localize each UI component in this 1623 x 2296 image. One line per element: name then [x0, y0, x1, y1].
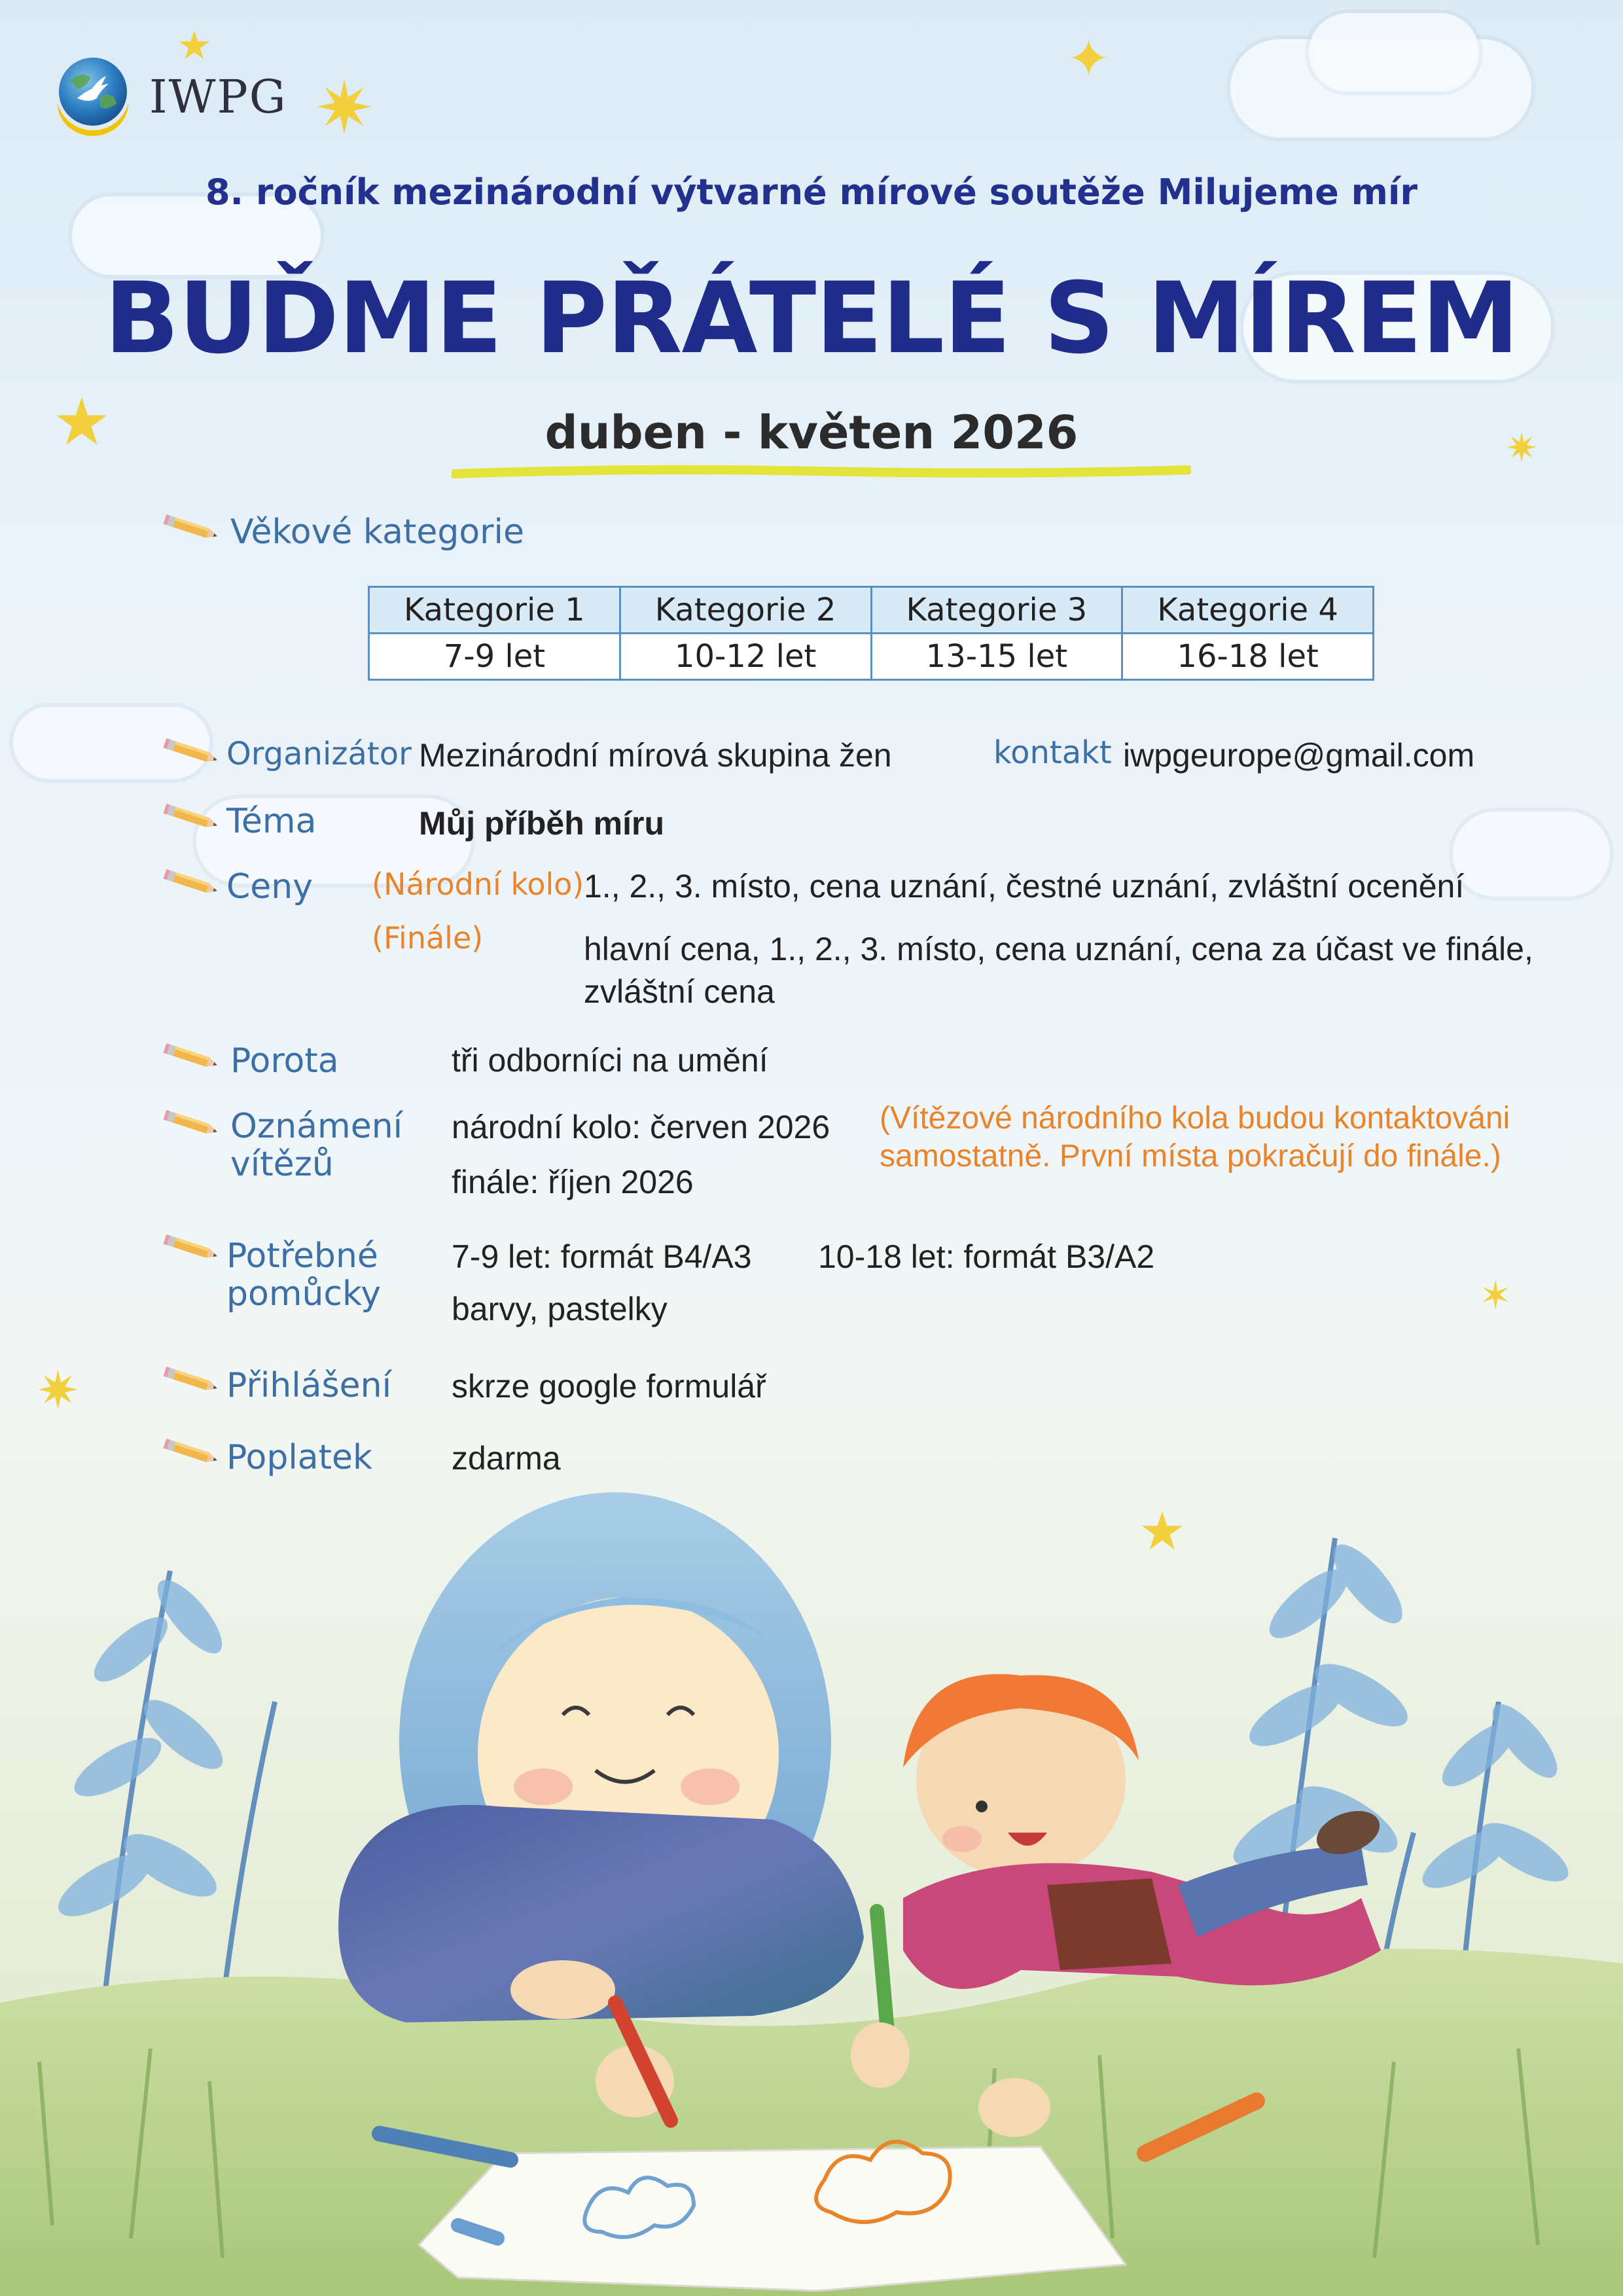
age-categories-table — [368, 586, 1374, 681]
jury-label: Porota — [230, 1041, 339, 1081]
pencil-icon — [162, 738, 219, 764]
final-round-label: (Finále) — [372, 920, 484, 956]
age-categories-label: Věkové kategorie — [230, 512, 524, 552]
prizes-label: Ceny — [226, 867, 313, 906]
fee-value: zdarma — [452, 1440, 561, 1477]
theme-label: Téma — [226, 802, 317, 841]
organizer-value: Mezinárodní mírová skupina žen — [419, 737, 892, 774]
pencil-icon — [162, 1043, 219, 1069]
date-range: duben - květen 2026 — [544, 406, 1079, 459]
star-icon: ★ — [177, 23, 212, 69]
winners-label — [230, 1107, 402, 1183]
iwpg-logo — [51, 51, 287, 143]
registration-value: skrze google formulář — [452, 1368, 766, 1405]
supplies-label-line: Potřebné — [226, 1236, 378, 1276]
star-icon: ✦ — [1067, 28, 1111, 89]
pencil-icon — [162, 1234, 219, 1261]
fee-label: Poplatek — [226, 1438, 373, 1477]
registration-label: Přihlášení — [226, 1366, 392, 1405]
table-header-cell: Kategorie 1 — [369, 587, 620, 634]
cloud — [1309, 13, 1479, 92]
final-round-prizes — [584, 928, 1533, 1013]
table-header-cell: Kategorie 4 — [1122, 587, 1374, 634]
winners-note-line: (Vítězové národního kola budou kontaktováni — [880, 1101, 1510, 1136]
star-icon: ✶ — [1479, 1273, 1512, 1319]
pencil-icon — [162, 1110, 219, 1136]
final-announcement: finále: říjen 2026 — [452, 1164, 694, 1200]
winners-label-line: Oznámení — [230, 1107, 403, 1146]
jury-value: tři odborníci na umění — [452, 1042, 768, 1079]
star-icon: ✷ — [1505, 425, 1539, 471]
final-prizes-line: zvláštní cena — [584, 973, 775, 1010]
winners-note-line: samostatně. První místa pokračují do finále.) — [880, 1138, 1501, 1174]
national-announcement: národní kolo: červen 2026 — [452, 1109, 830, 1145]
star-icon: ✷ — [36, 1360, 80, 1421]
logo-text: IWPG — [149, 70, 287, 124]
national-round-label: (Národní kolo) — [372, 867, 584, 902]
supplies-label-line: pomůcky — [226, 1274, 382, 1314]
pencil-icon — [162, 869, 219, 895]
format-young: 7-9 let: formát B4/A3 — [452, 1238, 752, 1275]
star-icon: ✷ — [314, 66, 375, 150]
page-title: BUĎME PŘÁTELÉ S MÍREM — [104, 262, 1519, 376]
table-cell: 16-18 let — [1122, 634, 1374, 680]
table-cell: 7-9 let — [369, 634, 620, 680]
winners-note — [880, 1100, 1510, 1175]
pencil-icon — [162, 514, 219, 541]
theme-value: Můj příběh míru — [419, 805, 664, 842]
table-cell: 10-12 let — [620, 634, 871, 680]
table-cell: 13-15 let — [871, 634, 1122, 680]
final-prizes-line: hlavní cena, 1., 2., 3. místo, cena uznání, cena za účast ve finále, — [584, 931, 1533, 967]
national-round-prizes: 1., 2., 3. místo, cena uznání, čestné uznání, zvláštní ocenění — [584, 868, 1465, 905]
page-subtitle: 8. ročník mezinárodní výtvarné mírové soutěže Milujeme mír — [205, 171, 1418, 213]
cloud — [1453, 812, 1610, 897]
table-header-cell: Kategorie 2 — [620, 587, 871, 634]
earth-dove-logo — [51, 51, 135, 143]
pencil-icon — [162, 804, 219, 830]
contact-label: kontakt — [993, 734, 1112, 771]
format-old: 10-18 let: formát B3/A2 — [818, 1238, 1155, 1275]
organizer-label: Organizátor — [226, 736, 412, 772]
materials: barvy, pastelky — [452, 1291, 668, 1327]
star-icon: ★ — [52, 384, 111, 460]
winners-label-line: vítězů — [230, 1145, 334, 1185]
star-icon: ★ — [1139, 1501, 1186, 1562]
contact-email[interactable]: iwpgeurope@gmail.com — [1123, 737, 1475, 774]
table-header-row — [369, 587, 1374, 634]
table-header-cell: Kategorie 3 — [871, 587, 1122, 634]
highlight-underline — [452, 465, 1191, 479]
table-row — [369, 634, 1374, 680]
children-drawing-illustration — [0, 1296, 1623, 2296]
